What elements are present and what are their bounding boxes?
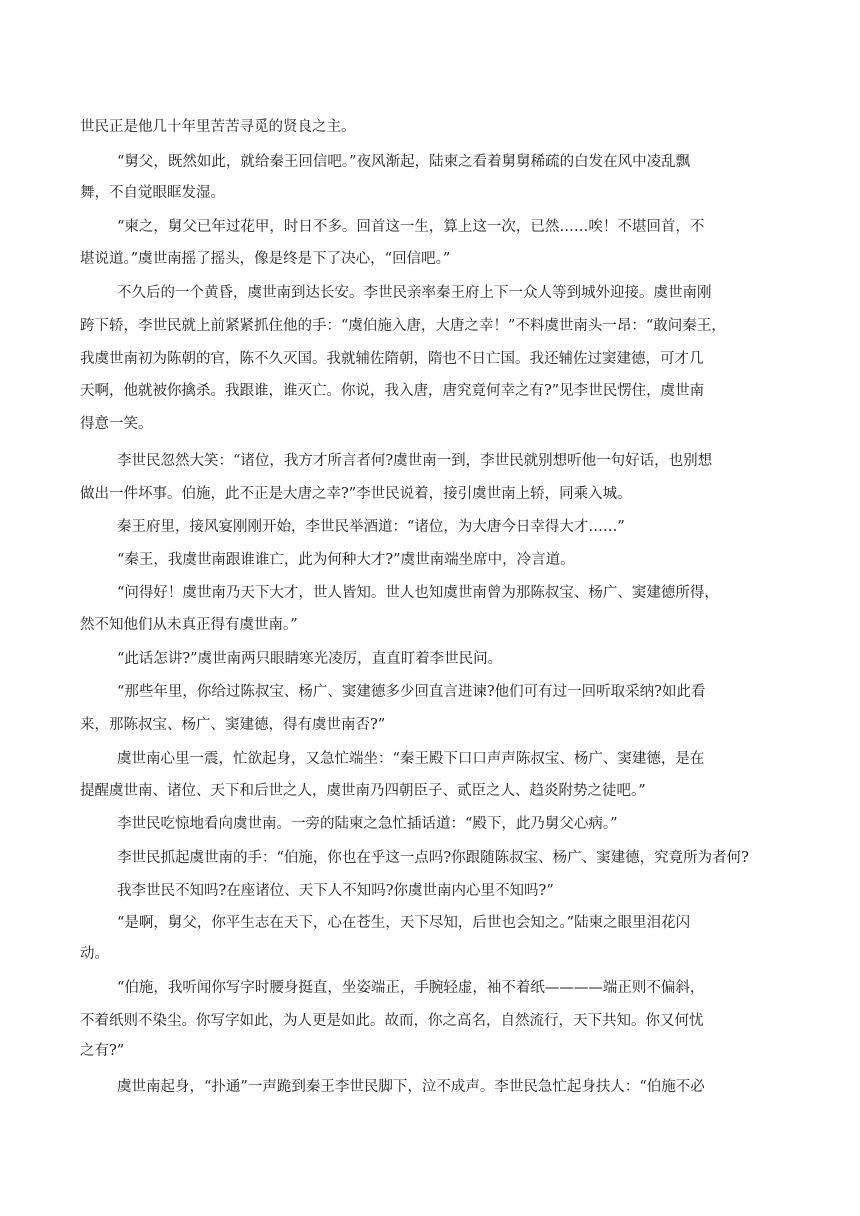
text-line: 做出一件坏事。伯施，此不正是大唐之幸?”李世民说着，接引虞世南上轿，同乘入城。 [80,486,632,502]
text-line: 动。 [80,946,109,962]
text-line: 秦王府里，接风宴刚刚开始，李世民举酒道：“诸位，为大唐今日幸得大才……” [117,519,625,535]
text-line: “舅父，既然如此，就给秦王回信吧。”夜风渐起，陆柬之看着舅舅稀疏的白发在风中凌乱飘 [117,154,691,170]
text-line: “伯施，我听闻你写字时腰身挺直，坐姿端正，手腕轻虚，袖不着纸————端正则不偏斜， [117,980,705,996]
text-line: 不着纸则不染尘。你写字如此，为人更是如此。故而，你之高名，自然流行，天下共知。你又何忧 [80,1013,704,1029]
text-line: 世民正是他几十年里苦苦寻觅的贤良之主。 [80,119,356,135]
text-line: “秦王，我虞世南跟谁谁亡，此为何种大才?”虞世南端坐席中，冷言道。 [117,552,575,568]
text-line: 我李世民不知吗?在座诸位、天下人不知吗?你虞世南内心里不知吗?” [117,883,554,899]
text-line: 得意一笑。 [80,416,153,432]
text-line: 李世民忽然大笑：“诸位，我方才所言者何?虞世南一到，李世民就别想听他一句好话，也别想 [117,453,713,469]
text-line: 然不知他们从未真正得有虞世南。” [80,617,298,633]
text-line: 舞，不自觉眼眶发湿。 [80,185,225,201]
text-line: “那些年里，你给过陈叔宝、杨广、窦建德多少回直言进谏?他们可有过一回听取采纳?如此看 [117,684,706,700]
text-line: “问得好！虞世南乃天下大才，世人皆知。世人也知虞世南曾为那陈叔宝、杨广、窦建德所得， [117,585,719,601]
text-line: 跨下轿，李世民就上前紧紧抓住他的手：“虞伯施入唐，大唐之幸！”不料虞世南头一昂：“敢问秦王， [80,318,726,334]
text-line: 不久后的一个黄昏，虞世南到达长安。李世民亲率秦王府上下一众人等到城外迎接。虞世南刚 [117,285,712,301]
text-line: 李世民吃惊地看向虞世南。一旁的陆柬之急忙插话道：“殿下，此乃舅父心病。” [117,816,618,832]
text-line: 李世民抓起虞世南的手：“伯施，你也在乎这一点吗?你跟随陈叔宝、杨广、窦建德，究竟所为者何? [117,850,749,866]
text-line: “此话怎讲?”虞世南两只眼睛寒光凌厉，直直盯着李世民问。 [117,651,503,667]
text-line: “是啊，舅父，你平生志在天下，心在苍生，天下尽知，后世也会知之。”陆柬之眼里泪花闪 [117,915,691,931]
text-line: 提醒虞世南、诸位、天下和后世之人，虞世南乃四朝臣子、贰臣之人、趋炎附势之徒吧。” [80,783,646,799]
text-line: 虞世南心里一震，忙欲起身，又急忙端坐：“秦王殿下口口声声陈叔宝、杨广、窦建德，是在 [117,751,705,767]
text-line: 堪说道。”虞世南摇了摇头，像是终是下了决心，“回信吧。” [80,251,451,267]
text-line: 我虞世南初为陈朝的官，陈不久灭国。我就辅佐隋朝，隋也不日亡国。我还辅佐过窦建德，可才几 [80,351,704,367]
text-line: 之有?” [80,1043,125,1059]
text-line: “柬之，舅父已年过花甲，时日不多。回首这一生，算上这一次，已然……唉！不堪回首，不 [117,219,705,235]
text-line: 来，那陈叔宝、杨广、窦建德，得有虞世南否?” [80,717,386,733]
text-line: 虞世南起身，“扑通”一声跪到秦王李世民脚下，泣不成声。李世民急忙起身扶人：“伯施不必 [117,1079,705,1095]
text-line: 天啊，他就被你擒杀。我跟谁，谁灭亡。你说，我入唐，唐究竟何幸之有?”见李世民愣住，虞世南 [80,383,705,399]
